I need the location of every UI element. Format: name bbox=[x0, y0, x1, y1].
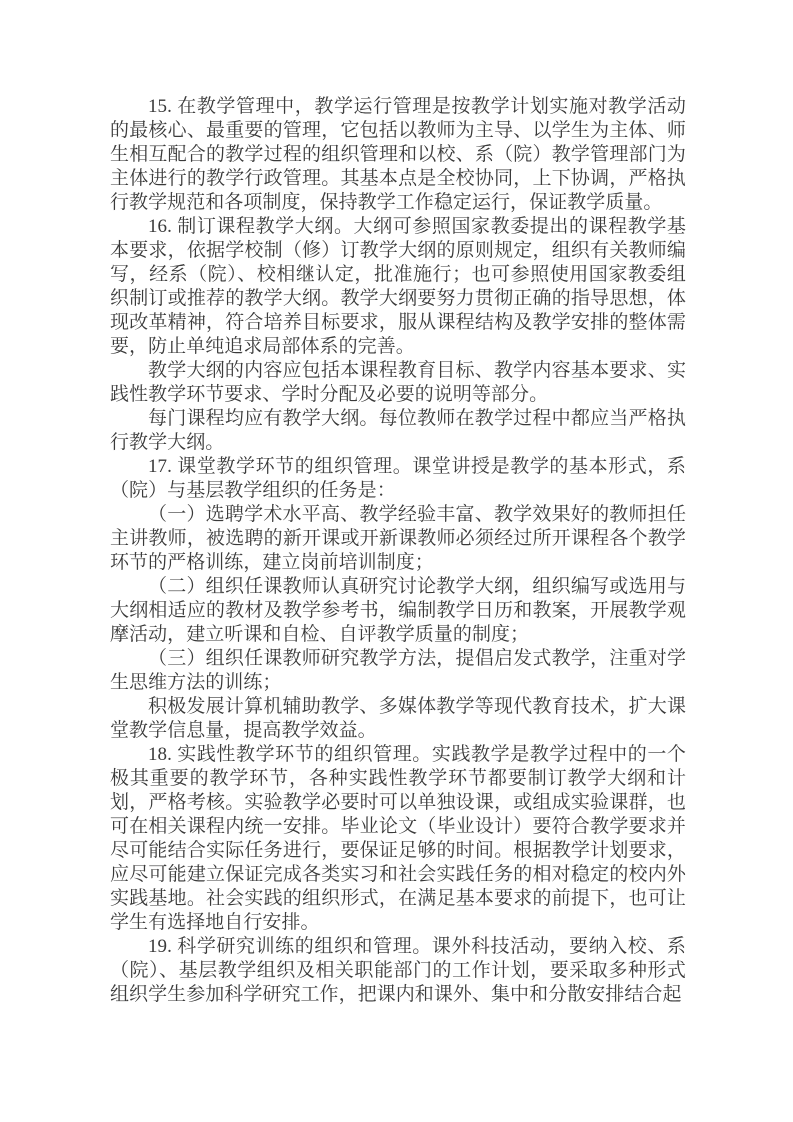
text-block bbox=[110, 95, 686, 1007]
paragraph-16: 16. 制订课程教学大纲。大纲可参照国家教委提出的课程教学基本要求，依据学校制（修）订教学大纲的原则规定，组织有关教师编写，经系（院）、校相继认定，批准施行；也可参照使用国家教委组织制订或推荐的教学大纲。教学大纲要努力贯彻正确的指导思想，体现改革精神，符合培养目标要求，服从课程结构及教学安排的整体需要，防止单纯追求局部体系的完善。 bbox=[110, 216, 686, 357]
paragraph-17-sub-3: （三）组织任课教师研究教学方法，提倡启发式教学，注重对学生思维方法的训练； bbox=[110, 648, 686, 693]
paragraph-17-sub-1: （一）选聘学术水平高、教学经验丰富、教学效果好的教师担任主讲教师，被选聘的新开课或开新课教师必须经过所开课程各个教学环节的严格训练，建立岗前培训制度； bbox=[110, 504, 686, 573]
paragraph-16-note-2: 每门课程均应有教学大纲。每位教师在教学过程中都应当严格执行教学大纲。 bbox=[110, 408, 686, 453]
paragraph-16-note-1: 教学大纲的内容应包括本课程教育目标、教学内容基本要求、实践性教学环节要求、学时分配及必要的说明等部分。 bbox=[110, 360, 686, 405]
paragraph-15: 15. 在教学管理中，教学运行管理是按教学计划实施对教学活动的最核心、最重要的管理，它包括以教师为主导、以学生为主体、师生相互配合的教学过程的组织管理和以校、系（院）教学管理部门为主体进行的教学行政管理。其基本点是全校协同，上下协调，严格执行教学规范和各项制度，保持教学工作稳定运行，保证教学质量。 bbox=[110, 96, 686, 213]
paragraph-17-sub-2: （二）组织任课教师认真研究讨论教学大纲，组织编写或选用与大纲相适应的教材及教学参考书，编制教学日历和教案，开展教学观摩活动，建立听课和自检、自评教学质量的制度； bbox=[110, 576, 686, 645]
paragraph-17: 17. 课堂教学环节的组织管理。课堂讲授是教学的基本形式，系（院）与基层教学组织的任务是： bbox=[110, 456, 686, 501]
paragraph-17-note: 积极发展计算机辅助教学、多媒体教学等现代教育技术，扩大课堂教学信息量，提高教学效益。 bbox=[110, 696, 686, 741]
paragraph-18: 18. 实践性教学环节的组织管理。实践教学是教学过程中的一个极其重要的教学环节，各种实践性教学环节都要制订教学大纲和计划，严格考核。实验教学必要时可以单独设课，或组成实验课群，也可在相关课程内统一安排。毕业论文（毕业设计）要符合教学要求并尽可能结合实际任务进行，要保证足够的时间。根据教学计划要求，应尽可能建立保证完成各类实习和社会实践任务的相对稳定的校内外实践基地。社会实践的组织形式，在满足基本要求的前提下，也可让学生有选择地自行安排。 bbox=[110, 744, 686, 933]
paragraph-19: 19. 科学研究训练的组织和管理。课外科技活动，要纳入校、系（院）、基层教学组织及相关职能部门的工作计划，要采取多种形式组织学生参加科学研究工作，把课内和课外、集中和分散安排结合起 bbox=[110, 936, 686, 1005]
